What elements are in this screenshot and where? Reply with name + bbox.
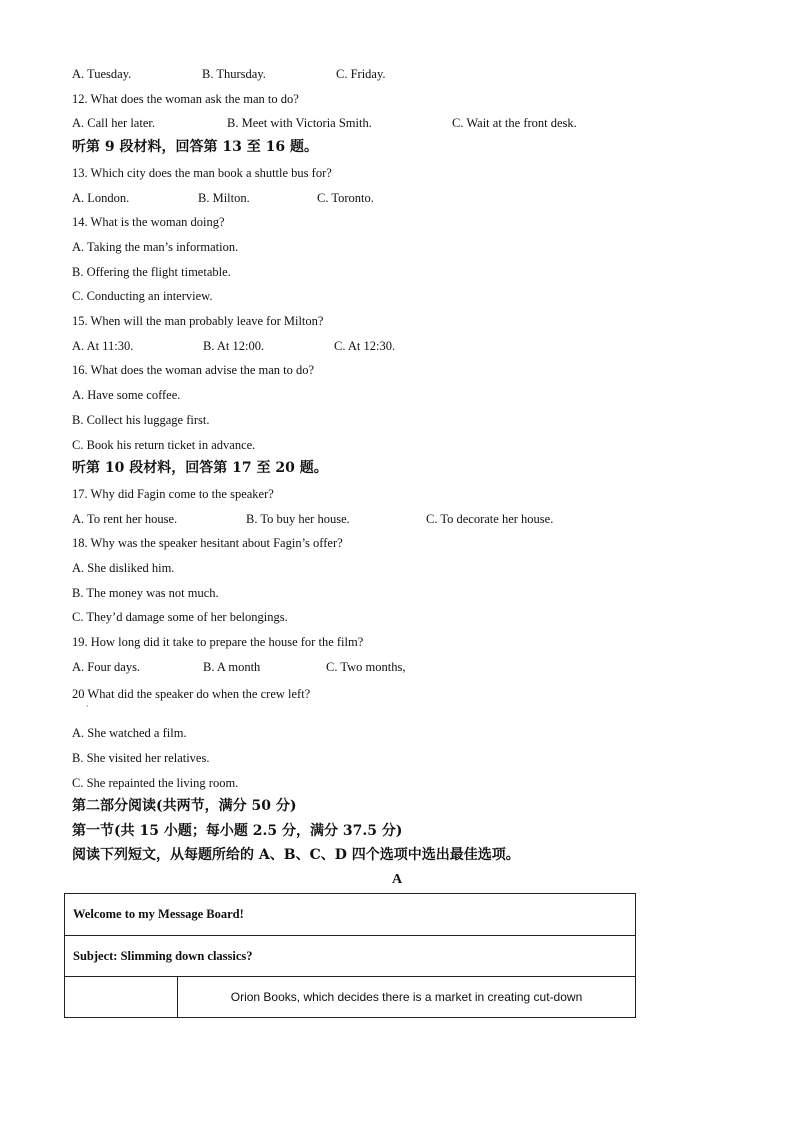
q12-option-b: B. Meet with Victoria Smith. — [227, 116, 372, 130]
q20-option-c: C. She repainted the living room. — [72, 776, 239, 790]
q18-question: 18. Why was the speaker hesitant about Fagin’s offer? — [72, 536, 343, 550]
q20-option-b: B. She visited her relatives. — [72, 751, 210, 765]
q15-option-a: A. At 11:30. — [72, 339, 134, 353]
q11-option-c: C. Friday. — [336, 67, 386, 81]
board-welcome: Welcome to my Message Board! — [65, 894, 636, 936]
q16-option-a: A. Have some coffee. — [72, 388, 181, 402]
q19-option-a: A. Four days. — [72, 660, 141, 674]
stray-dot: · — [86, 702, 89, 711]
q13-question: 13. Which city does the man book a shuttle bus for? — [72, 166, 332, 180]
q14-question: 14. What is the woman doing? — [72, 215, 225, 229]
message-board-table — [64, 893, 636, 1018]
q12-option-a: A. Call her later. — [72, 116, 155, 130]
q13-option-b: B. Milton. — [198, 191, 250, 205]
q15-option-b: B. At 12:00. — [203, 339, 265, 353]
section-9-heading: 听第 9 段材料，回答第 13 至 16 题。 — [72, 139, 318, 155]
q15-option-c: C. At 12:30. — [334, 339, 396, 353]
q19-option-b: B. A month — [203, 660, 261, 674]
q11-option-b: B. Thursday. — [202, 67, 266, 81]
q19-option-c: C. Two months, — [326, 660, 406, 674]
q14-option-c: C. Conducting an interview. — [72, 289, 213, 303]
q20-option-a: A. She watched a film. — [72, 726, 187, 740]
q14-option-a: A. Taking the man’s information. — [72, 240, 239, 254]
board-body-text: Orion Books, which decides there is a market in creating cut-down — [178, 977, 636, 1018]
q15-question: 15. When will the man probably leave for Milton? — [72, 314, 324, 328]
q18-option-c: C. They’d damage some of her belongings. — [72, 610, 288, 624]
q16-option-c: C. Book his return ticket in advance. — [72, 438, 256, 452]
q19-question: 19. How long did it take to prepare the house for the film? — [72, 635, 364, 649]
q16-option-b: B. Collect his luggage first. — [72, 413, 210, 427]
q13-option-a: A. London. — [72, 191, 130, 205]
part-2-section-1: 第一节(共 15 小题；每小题 2.5 分，满分 37.5 分) — [72, 823, 403, 839]
q17-option-b: B. To buy her house. — [246, 512, 350, 526]
q17-option-c: C. To decorate her house. — [426, 512, 554, 526]
q12-question: 12. What does the woman ask the man to do? — [72, 92, 299, 106]
passage-letter: A — [391, 872, 403, 887]
q18-option-a: A. She disliked him. — [72, 561, 175, 575]
q16-question: 16. What does the woman advise the man to do? — [72, 363, 315, 377]
q18-option-b: B. The money was not much. — [72, 586, 219, 600]
board-empty-cell — [65, 977, 178, 1018]
reading-instruction: 阅读下列短文，从每题所给的 A、B、C、D 四个选项中选出最佳选项。 — [72, 847, 520, 863]
q17-option-a: A. To rent her house. — [72, 512, 178, 526]
board-subject: Subject: Slimming down classics? — [65, 936, 636, 977]
q20-question: 20 What did the speaker do when the crew left? — [72, 687, 311, 701]
q13-option-c: C. Toronto. — [317, 191, 374, 205]
q14-option-b: B. Offering the flight timetable. — [72, 265, 231, 279]
q12-option-c: C. Wait at the front desk. — [452, 116, 577, 130]
q17-question: 17. Why did Fagin come to the speaker? — [72, 487, 274, 501]
q11-option-a: A. Tuesday. — [72, 67, 132, 81]
section-10-heading: 听第 10 段材料，回答第 17 至 20 题。 — [72, 460, 328, 476]
part-2-title: 第二部分阅读(共两节，满分 50 分) — [72, 798, 297, 814]
